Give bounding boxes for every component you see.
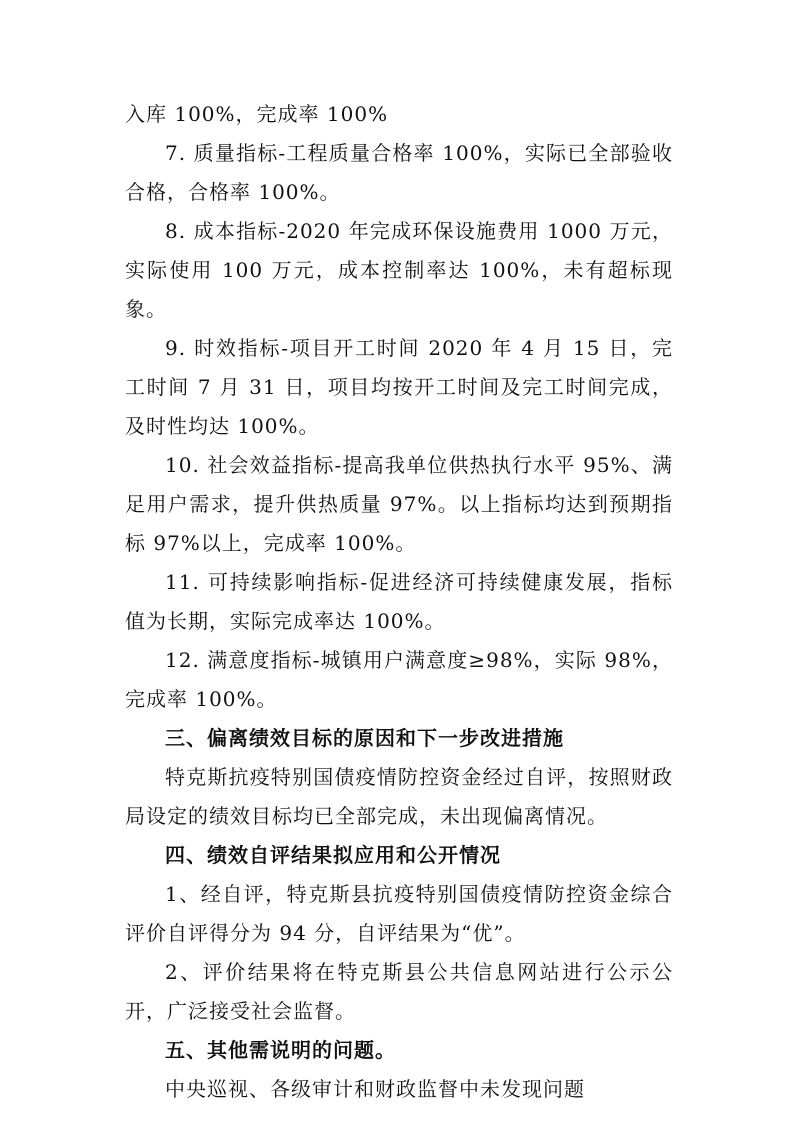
paragraph-sustainability-indicator: 11. 可持续影响指标-促进经济可持续健康发展，指标值为长期，实际完成率达 100%。 (125, 570, 673, 633)
paragraph-continuation: 入库 100%，完成率 100% (125, 102, 389, 126)
section-heading-application: 四、绩效自评结果拟应用和公开情况 (165, 843, 501, 867)
paragraph-no-issues: 中央巡视、各级审计和财政监督中未发现问题 (165, 1077, 585, 1101)
section-heading-other-issues: 五、其他需说明的问题。 (165, 1038, 396, 1062)
section-heading-deviation: 三、偏离绩效目标的原因和下一步改进措施 (165, 726, 564, 750)
paragraph-quality-indicator: 7. 质量指标-工程质量合格率 100%，实际已全部验收合格，合格率 100%。 (125, 141, 673, 204)
paragraph-deviation-body: 特克斯抗疫特别国债疫情防控资金经过自评，按照财政局设定的绩效目标均已全部完成，未出现偏离情况。 (125, 765, 673, 828)
paragraph-satisfaction-indicator: 12. 满意度指标-城镇用户满意度≥98%，实际 98%，完成率 100%。 (125, 648, 673, 711)
paragraph-timeliness-indicator: 9. 时效指标-项目开工时间 2020 年 4 月 15 日，完工时间 7 月 31 日，项目均按开工时间及完工时间完成，及时性均达 100%。 (125, 336, 673, 438)
paragraph-self-evaluation: 1、经自评，特克斯县抗疫特别国债疫情防控资金综合评价自评得分为 94 分，自评结果为“优”。 (125, 882, 673, 945)
paragraph-publication: 2、评价结果将在特克斯县公共信息网站进行公示公开，广泛接受社会监督。 (125, 960, 673, 1023)
document-body (125, 95, 673, 1109)
paragraph-cost-indicator: 8. 成本指标-2020 年完成环保设施费用 1000 万元，实际使用 100 万元，成本控制率达 100%，未有超标现象。 (125, 219, 673, 321)
paragraph-social-benefit-indicator: 10. 社会效益指标-提高我单位供热执行水平 95%、满足用户需求，提升供热质量 97%。以上指标均达到预期指标 97%以上，完成率 100%。 (125, 453, 673, 555)
